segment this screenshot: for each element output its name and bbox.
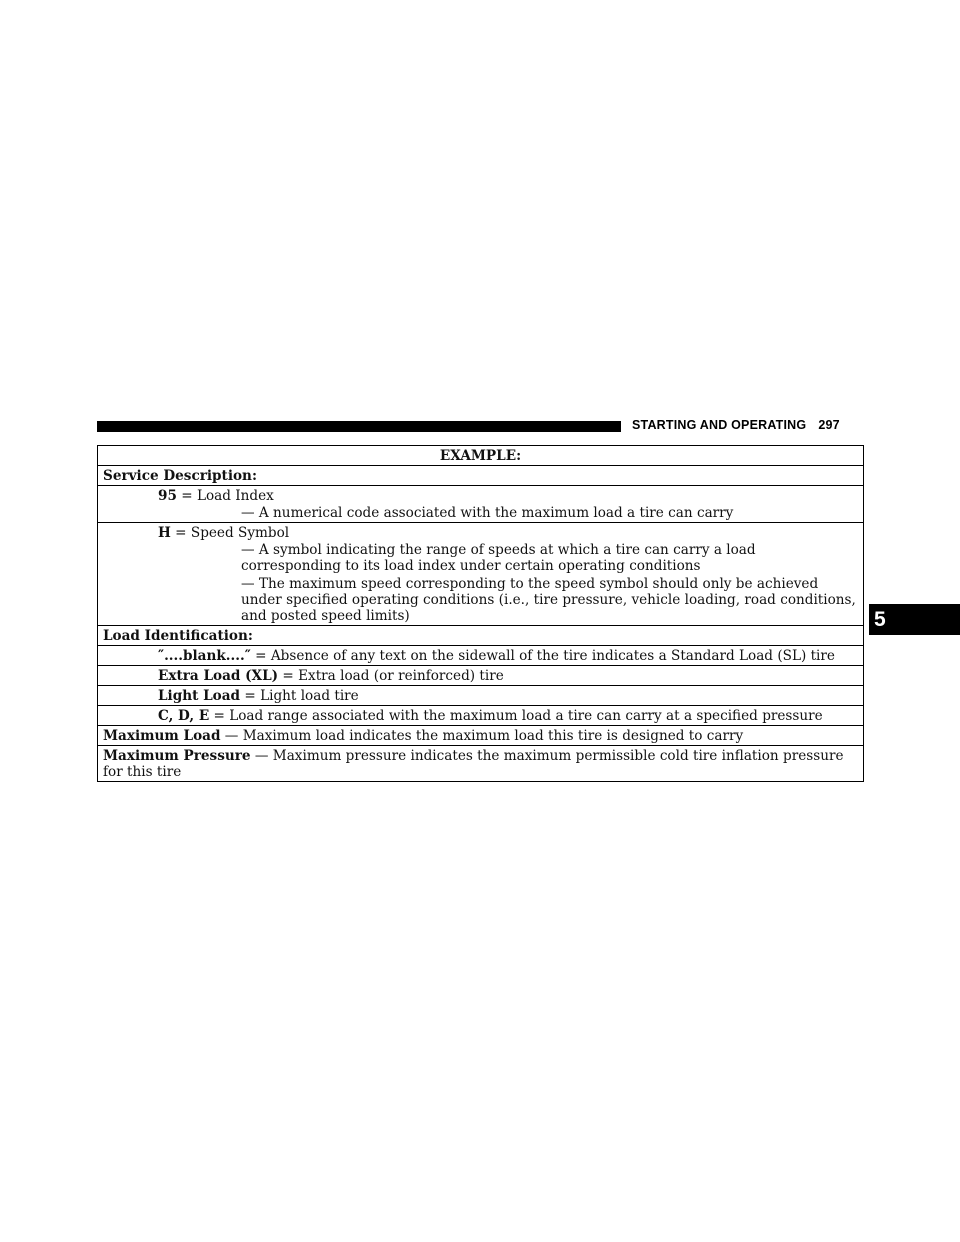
- header-rule: [97, 421, 621, 432]
- table-row: [98, 626, 864, 646]
- blank-text: = Absence of any text on the sidewall of the tire indicates a Standard Load (SL) tire: [250, 648, 835, 664]
- table-row: [98, 746, 864, 782]
- service-description-label: Service Description:: [98, 466, 864, 486]
- light-load-text: = Light load tire: [240, 688, 359, 704]
- load-identification-label: Load Identification:: [98, 626, 864, 646]
- table-row: [98, 706, 864, 726]
- extra-load-text: = Extra load (or reinforced) tire: [278, 668, 504, 684]
- load-range-code: C, D, E: [158, 708, 210, 724]
- load-range-text: = Load range associated with the maximum load a tire can carry at a specified pressure: [209, 708, 823, 724]
- extra-load-code: Extra Load (XL): [158, 668, 279, 684]
- chapter-tab: 5: [869, 604, 960, 635]
- speed-symbol-detail-1: — A symbol indicating the range of speeds at which a tire can carry a load corresponding to its load index under certain operating conditions: [241, 542, 756, 574]
- table-row: [98, 446, 864, 466]
- table-row: [98, 523, 864, 626]
- speed-symbol-code: H: [158, 525, 171, 541]
- speed-symbol-cell: [98, 523, 864, 626]
- speed-symbol-detail-2: — The maximum speed corresponding to the speed symbol should only be achieved under specified operating conditions (i.e., tire pressure, vehicle loading, road conditions, and posted speed limits): [241, 576, 856, 624]
- tire-code-table: [97, 445, 864, 782]
- running-header: [632, 418, 840, 432]
- table-row: [98, 466, 864, 486]
- speed-symbol-text: = Speed Symbol: [170, 525, 290, 541]
- maximum-pressure-label: Maximum Pressure: [103, 748, 251, 764]
- table-row: [98, 486, 864, 523]
- table-row: [98, 666, 864, 686]
- load-index-code: 95: [158, 488, 177, 504]
- load-index-text: = Load Index: [176, 488, 274, 504]
- blank-code: ″....blank....″: [158, 648, 251, 664]
- table-row: [98, 646, 864, 666]
- light-load-code: Light Load: [158, 688, 241, 704]
- maximum-pressure-text: — Maximum pressure indicates the maximum permissible cold tire inflation pressure for this tire: [103, 748, 844, 780]
- maximum-load-text: — Maximum load indicates the maximum load this tire is designed to carry: [220, 728, 744, 744]
- table-row: [98, 686, 864, 706]
- maximum-load-label: Maximum Load: [103, 728, 221, 744]
- load-index-detail: — A numerical code associated with the maximum load a tire can carry: [241, 505, 734, 521]
- page-number: 297: [818, 418, 840, 432]
- section-title: STARTING AND OPERATING: [632, 418, 807, 432]
- table-heading: EXAMPLE:: [98, 446, 864, 466]
- load-index-cell: [98, 486, 864, 523]
- table-row: [98, 726, 864, 746]
